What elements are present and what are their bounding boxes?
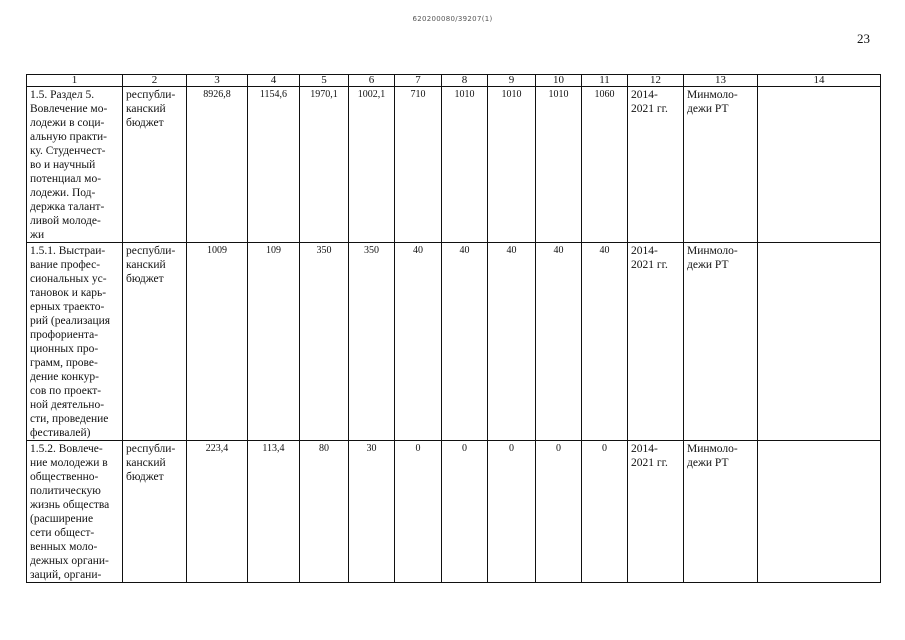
activity-description: 1.5.2. Вовлече- ние молодежи в общественно- политическую жизнь общества (расширение сети общест- венных моло- дежных органи- заций, органи- (27, 441, 123, 583)
funding-value: 113,4 (248, 441, 300, 583)
period: 2014- 2021 гг. (628, 87, 684, 243)
column-header: 5 (300, 75, 349, 87)
column-header: 9 (488, 75, 536, 87)
executor: Минмоло- дежи РТ (684, 243, 758, 441)
funding-value: 1002,1 (349, 87, 395, 243)
activity-description: 1.5. Раздел 5. Вовлечение мо- лодежи в соци- альную практи- ку. Студенчест- во и научный потенциал мо- лодежи. Под- держка талант- ливой молоде- жи (27, 87, 123, 243)
funding-source: республи- канский бюджет (123, 87, 187, 243)
column-header: 12 (628, 75, 684, 87)
column-header: 3 (187, 75, 248, 87)
page-number: 23 (857, 31, 870, 46)
column-header: 7 (395, 75, 442, 87)
column-header: 11 (582, 75, 628, 87)
funding-value: 1010 (442, 87, 488, 243)
funding-value: 40 (536, 243, 582, 441)
column-header: 8 (442, 75, 488, 87)
funding-value: 1010 (536, 87, 582, 243)
executor: Минмоло- дежи РТ (684, 87, 758, 243)
table-row (27, 87, 881, 243)
program-table (26, 74, 881, 583)
funding-value: 0 (488, 441, 536, 583)
column-header: 6 (349, 75, 395, 87)
funding-value: 40 (395, 243, 442, 441)
funding-value: 0 (536, 441, 582, 583)
column-number-row (27, 75, 881, 87)
funding-value: 1060 (582, 87, 628, 243)
funding-total: 8926,8 (187, 87, 248, 243)
funding-total: 1009 (187, 243, 248, 441)
document-id: 620200080/39207(1) (412, 15, 493, 23)
table-row (27, 441, 881, 583)
funding-value: 40 (582, 243, 628, 441)
funding-value: 1154,6 (248, 87, 300, 243)
funding-value: 80 (300, 441, 349, 583)
period: 2014- 2021 гг. (628, 441, 684, 583)
column-header: 10 (536, 75, 582, 87)
funding-value: 1970,1 (300, 87, 349, 243)
column-header: 1 (27, 75, 123, 87)
table-row (27, 243, 881, 441)
column-header: 4 (248, 75, 300, 87)
funding-value: 710 (395, 87, 442, 243)
note-cell (758, 243, 881, 441)
note-cell (758, 441, 881, 583)
period: 2014- 2021 гг. (628, 243, 684, 441)
activity-description: 1.5.1. Выстраи- вание профес- сиональных ус- тановок и карь- ерных траекто- рий (реализация профориента- ционных про- грамм, прове- дение конкур- сов по проект- ной деятельно- сти, проведение фестивалей) (27, 243, 123, 441)
funding-value: 40 (488, 243, 536, 441)
funding-value: 109 (248, 243, 300, 441)
funding-value: 0 (442, 441, 488, 583)
funding-value: 0 (582, 441, 628, 583)
funding-value: 40 (442, 243, 488, 441)
funding-value: 1010 (488, 87, 536, 243)
executor: Минмоло- дежи РТ (684, 441, 758, 583)
funding-value: 350 (349, 243, 395, 441)
column-header: 2 (123, 75, 187, 87)
funding-value: 30 (349, 441, 395, 583)
column-header: 13 (684, 75, 758, 87)
funding-source: республи- канский бюджет (123, 441, 187, 583)
funding-value: 350 (300, 243, 349, 441)
note-cell (758, 87, 881, 243)
column-header: 14 (758, 75, 881, 87)
funding-total: 223,4 (187, 441, 248, 583)
funding-value: 0 (395, 441, 442, 583)
funding-source: республи- канский бюджет (123, 243, 187, 441)
